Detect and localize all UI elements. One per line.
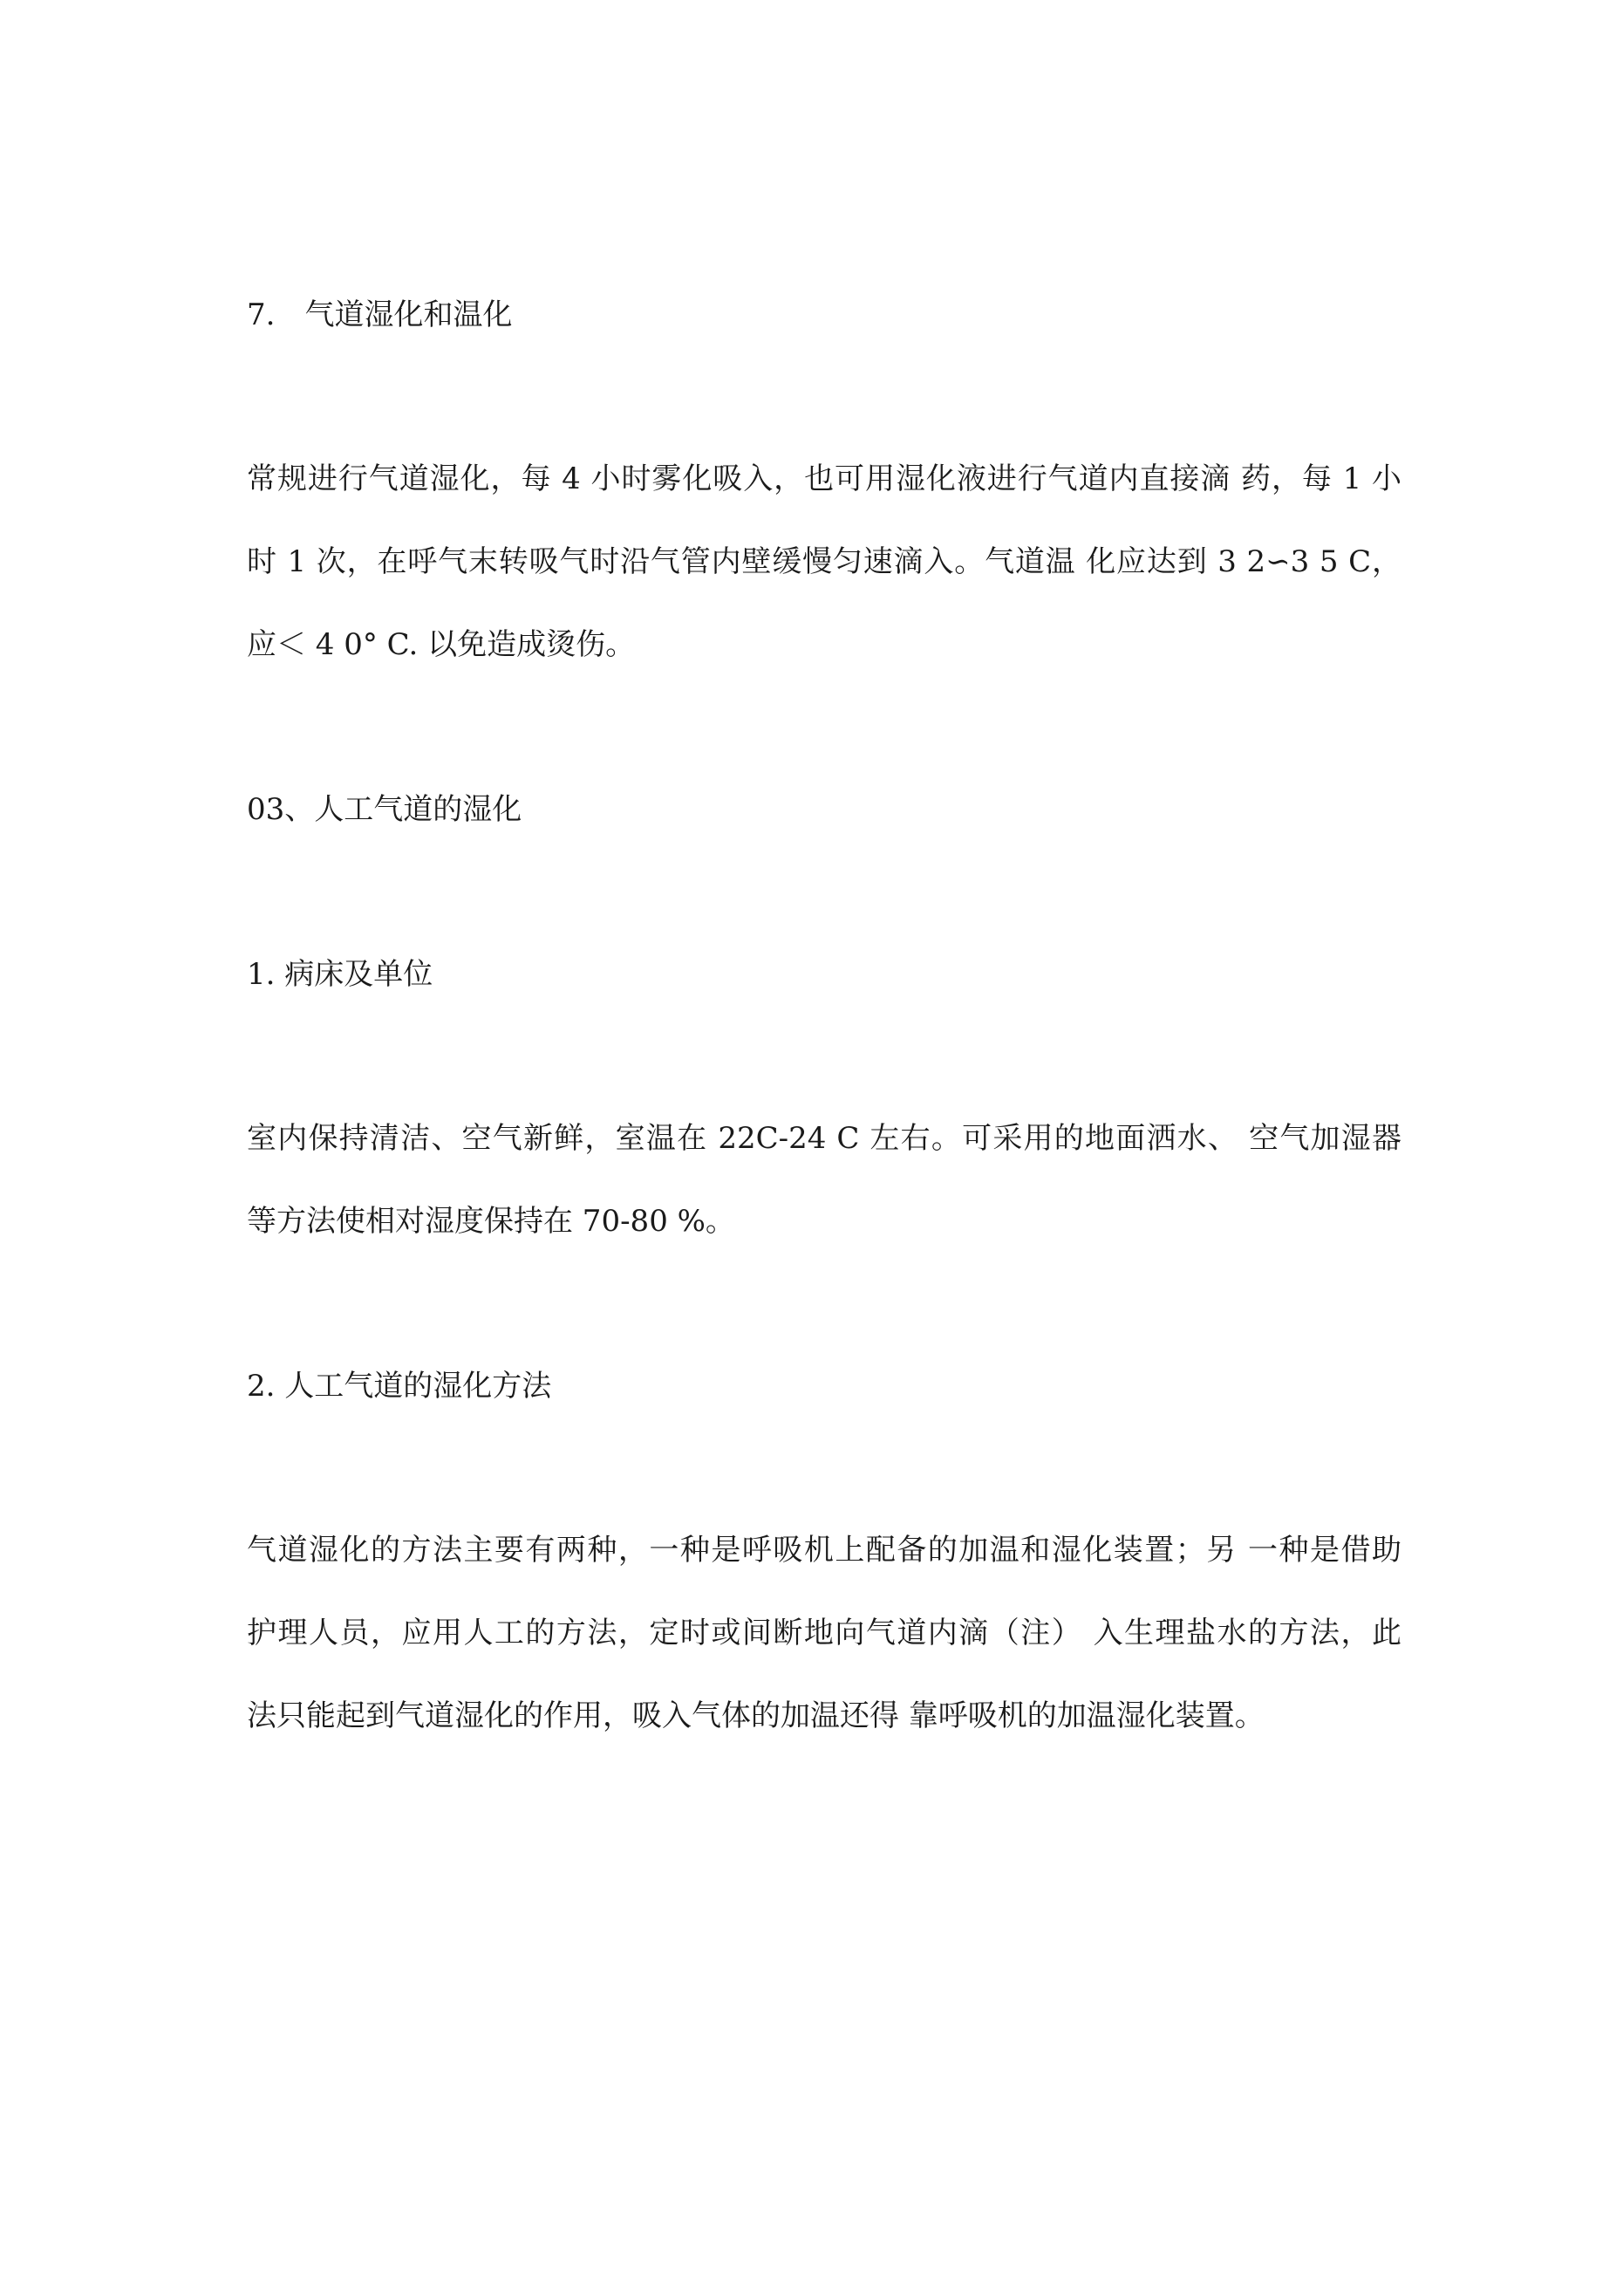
paragraph-line: 应＜ 4 0° C. 以免造成烫伤。 — [247, 627, 636, 662]
paragraph-line: 法只能起到气道湿化的作用，吸入气体的加温还得 靠呼吸机的加温湿化装置。 — [247, 1698, 1265, 1733]
paragraph-line: 护理人员，应用人工的方法，定时或间断地向气道内滴（注） 入生理盐水的方法，此 — [247, 1616, 1401, 1650]
paragraph-line: 等方法使相对湿度保持在 70-80 %。 — [247, 1204, 735, 1239]
paragraph-line: 常规进行气道湿化，每 4 小时雾化吸入，也可用湿化液进行气道内直接滴 药，每 1 小 — [247, 461, 1401, 496]
section-heading-7: 7. 气道湿化和温化 — [247, 297, 513, 332]
paragraph-line: 气道湿化的方法主要有两种，一种是呼吸机上配备的加温和湿化装置；另 一种是借助 — [247, 1533, 1401, 1568]
paragraph-line: 室内保持清洁、空气新鲜，室温在 22C-24 C 左右。可采用的地面洒水、 空气加湿器 — [247, 1121, 1401, 1156]
section-heading-1: 1. 病床及单位 — [247, 957, 433, 992]
section-heading-2: 2. 人工气道的湿化方法 — [247, 1369, 552, 1404]
paragraph-line: 时 1 次，在呼气末转吸气时沿气管内壁缓慢匀速滴入。气道温 化应达到 3 2∽3 5 C， — [247, 544, 1401, 579]
section-heading-03: 03、人工气道的湿化 — [247, 792, 522, 827]
